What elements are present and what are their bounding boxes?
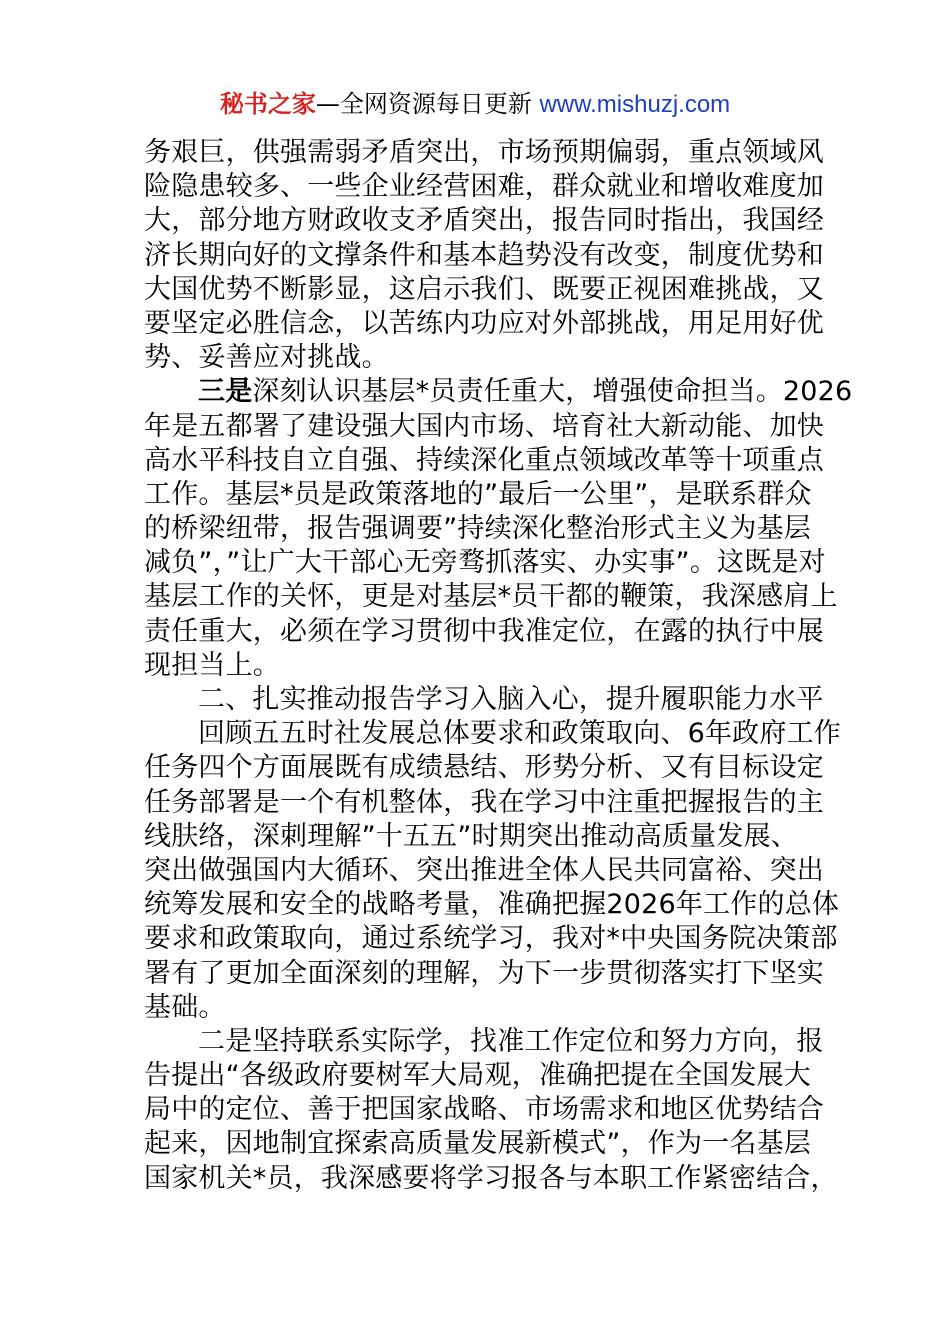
text-line <box>144 239 824 273</box>
text-line <box>144 751 824 785</box>
line-text: 基层工作的关怀，更是对基层*员干都的鞭策，我深感肩上 <box>144 581 838 613</box>
text-line <box>144 546 826 580</box>
line-text: 的桥梁纽带，报告强调要”持续深化整治形式主义为基层 <box>144 513 811 545</box>
line-text: 大国优势不断影显，这启示我们、既要正视困难挑战，又 <box>144 273 824 305</box>
line-text: 统筹发展和安全的战略考量，准确把握2026年工作的总体 <box>144 889 840 921</box>
text-line <box>144 136 824 170</box>
text-line <box>144 307 824 341</box>
line-text: 减负”，”让广大干部心无旁骛抓落实、办实事”。这既是对 <box>144 547 826 579</box>
text-line <box>144 717 841 751</box>
line-text: 线肤络，深刺理解”十五五”时期突出推动高质量发展、 <box>144 820 798 852</box>
text-line <box>144 957 824 991</box>
line-text: 年是五都署了建设强大国内市场、培育社大新动能、加快 <box>144 410 824 442</box>
document-body <box>144 136 853 1196</box>
line-text: 告提出“各级政府要树军大局观，准确把提在全国发展大 <box>144 1060 811 1092</box>
line-text: 任务四个方面展既有成绩悬结、形势分析、又有目标设定 <box>144 752 824 784</box>
line-text: 势、妥善应对挑战。 <box>144 342 389 374</box>
text-line <box>144 649 814 683</box>
line-text: 大，部分地方财政收支矛盾突出，报告同时指出，我国经 <box>144 205 824 237</box>
text-line <box>144 1162 838 1196</box>
text-line <box>144 341 814 375</box>
line-text: 任务部署是一个有机整体，我在学习中注重把握报告的主 <box>144 786 824 818</box>
site-tagline: —全网资源每日更新 <box>315 90 532 118</box>
site-brand: 秘书之家 <box>219 90 316 118</box>
text-line <box>144 615 824 649</box>
text-line <box>144 683 824 717</box>
line-text: 深刻认识基层*员责任重大，增强使命担当。2026 <box>252 376 853 408</box>
text-line <box>144 1127 814 1161</box>
text-line <box>144 1093 824 1127</box>
line-text: 高水平科技自立自强、持续深化重点领域改革等十项重点 <box>144 444 824 476</box>
text-line <box>144 273 824 307</box>
line-text: 责任重大，必须在学习贯彻中我准定位，在露的执行中展 <box>144 615 824 647</box>
text-line <box>144 786 824 820</box>
bold-lead-text: 三是 <box>198 376 253 408</box>
line-text: 二、扎实推动报告学习入脑入心，提升履职能力水平 <box>198 684 824 715</box>
site-url-link[interactable]: www.mishuzj.com <box>539 91 731 118</box>
line-text: 务艰巨，供强需弱矛盾突出，市场预期偏弱，重点领域风 <box>144 137 824 168</box>
text-line <box>144 170 824 204</box>
site-header <box>0 88 950 121</box>
line-text: 要求和政策取向，通过系统学习，我对*中央国务院决策部 <box>144 923 838 955</box>
text-line <box>144 922 838 956</box>
line-text: 起来，因地制宜探索高质量发展新模式”，作为一名基层 <box>144 1128 811 1160</box>
line-text: 国家机关*员，我深感要将学习报各与本职工作紧密结合， <box>144 1162 838 1194</box>
text-line <box>144 444 824 478</box>
text-line <box>144 478 814 512</box>
line-text: 要坚定必胜信念，以苦练内功应对外部挑战，用足用好优 <box>144 307 824 339</box>
line-text: 二是坚持联系实际学，找准工作定位和努力方向，报 <box>198 1025 824 1057</box>
line-text: 回顾五五时社发展总体要求和政策取向、6年政府工作 <box>198 718 841 750</box>
text-line <box>144 888 840 922</box>
line-text: 突出做强国内大循环、突出推进全体人民共同富裕、突出 <box>144 854 824 886</box>
text-line <box>144 204 824 238</box>
line-text: 险隐患较多、一些企业经营困难，群众就业和增收难度加 <box>144 171 824 203</box>
line-text: 工作。基层*员是政策落地的”最后一公里”，是联系群众 <box>144 478 812 510</box>
text-line <box>144 854 824 888</box>
text-line <box>144 580 838 614</box>
line-text: 基础。 <box>144 991 226 1023</box>
line-text: 署有了更加全面深刻的理解，为下一步贯彻落实打下坚实 <box>144 957 824 989</box>
text-line <box>144 991 814 1025</box>
line-text: 现担当上。 <box>144 649 280 681</box>
text-line <box>144 1025 824 1059</box>
line-text: 局中的定位、善于把国家战略、市场需求和地区优势结合 <box>144 1094 824 1126</box>
text-line <box>144 820 814 854</box>
text-line <box>144 375 853 409</box>
line-text: 济长期向好的文撑条件和基本趋势没有改变，制度优势和 <box>144 239 824 271</box>
text-line <box>144 512 814 546</box>
text-line <box>144 1059 814 1093</box>
text-line <box>144 410 824 444</box>
